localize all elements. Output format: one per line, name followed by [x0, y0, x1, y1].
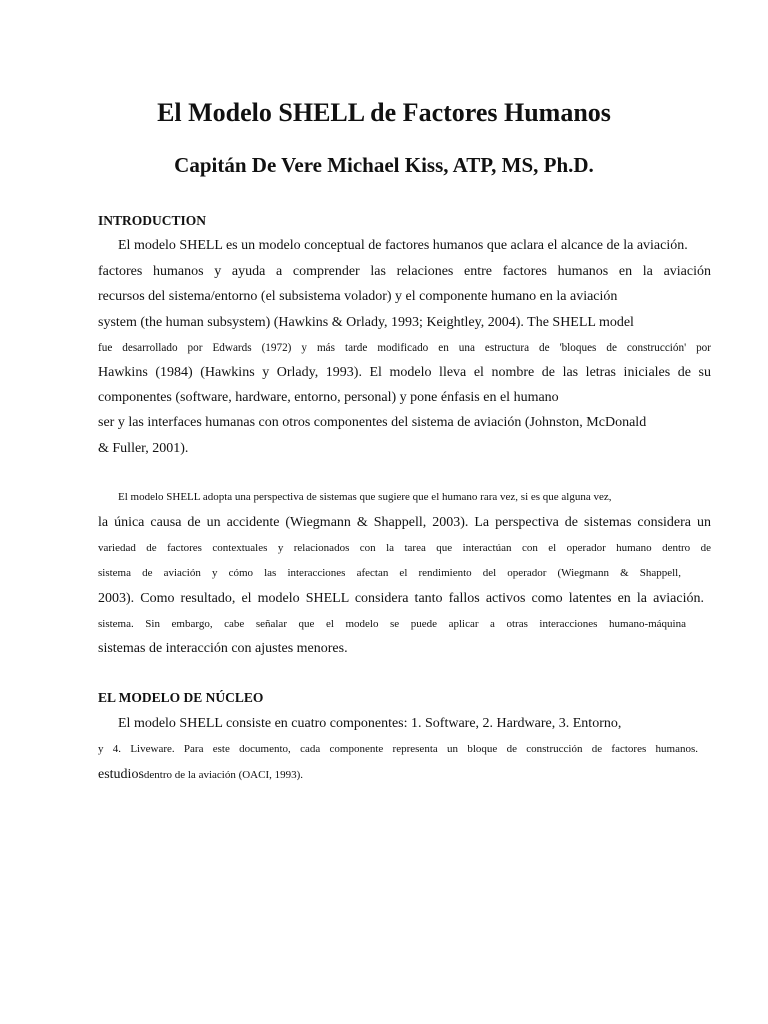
paragraph-line: El modelo SHELL adopta una perspectiva de sistemas que sugiere que el humano rara vez, si es que alguna vez, [118, 491, 612, 503]
paragraph-line: y 4. Liveware. Para este documento, cada componente representa un bloque de construcción de factores humanos. [98, 743, 698, 755]
text-run: estudios [98, 767, 144, 782]
paragraph-line: fue desarrollado por Edwards (1972) y más tarde modificado en una estructura de 'bloques de construcción' por [98, 342, 711, 354]
paragraph-line: El modelo SHELL es un modelo conceptual de factores humanos que aclara el alcance de la aviación. [118, 238, 688, 253]
paragraph-line: El modelo SHELL consiste en cuatro componentes: 1. Software, 2. Hardware, 3. Entorno, [118, 716, 622, 731]
paragraph-line: sistema. Sin embargo, cabe señalar que el modelo se puede aplicar a otras interacciones humano-máquina [98, 618, 686, 630]
paragraph-line: Hawkins (1984) (Hawkins y Orlady, 1993). El modelo lleva el nombre de las letras iniciales de su [98, 365, 711, 380]
paragraph-line [98, 764, 498, 785]
paragraph-line: variedad de factores contextuales y relacionados con la tarea que interactúan con el operador humano dentro de [98, 542, 711, 554]
paragraph-line: ser y las interfaces humanas con otros componentes del sistema de aviación (Johnston, McDonald [98, 415, 647, 430]
paragraph-line: sistema de aviación y cómo las interacciones afectan el rendimiento del operador (Wiegmann & Shappell, [98, 567, 681, 579]
document-title: El Modelo SHELL de Factores Humanos [157, 98, 611, 127]
paragraph-line: system (the human subsystem) (Hawkins & Orlady, 1993; Keightley, 2004). The SHELL model [98, 315, 634, 330]
paragraph-line: la única causa de un accidente (Wiegmann & Shappell, 2003). La perspectiva de sistemas considera un [98, 515, 711, 530]
document-author: Capitán De Vere Michael Kiss, ATP, MS, Ph.D. [174, 153, 594, 177]
section-heading-core-model: EL MODELO DE NÚCLEO [98, 690, 264, 705]
text-run: dentro de la aviación (OACI, 1993). [143, 769, 304, 781]
paragraph-line: componentes (software, hardware, entorno, personal) y pone énfasis en el humano [98, 390, 559, 405]
paragraph-line: factores humanos y ayuda a comprender las relaciones entre factores humanos en la aviación [98, 264, 711, 279]
paragraph-line: recursos del sistema/entorno (el subsistema volador) y el componente humano en la aviación [98, 289, 618, 304]
paragraph-line: sistemas de interacción con ajustes menores. [98, 641, 348, 656]
section-heading-introduction: INTRODUCTION [98, 213, 207, 228]
paragraph-line: & Fuller, 2001). [98, 441, 189, 456]
paragraph-line: 2003). Como resultado, el modelo SHELL considera tanto fallos activos como latentes en la aviación. [98, 591, 704, 606]
